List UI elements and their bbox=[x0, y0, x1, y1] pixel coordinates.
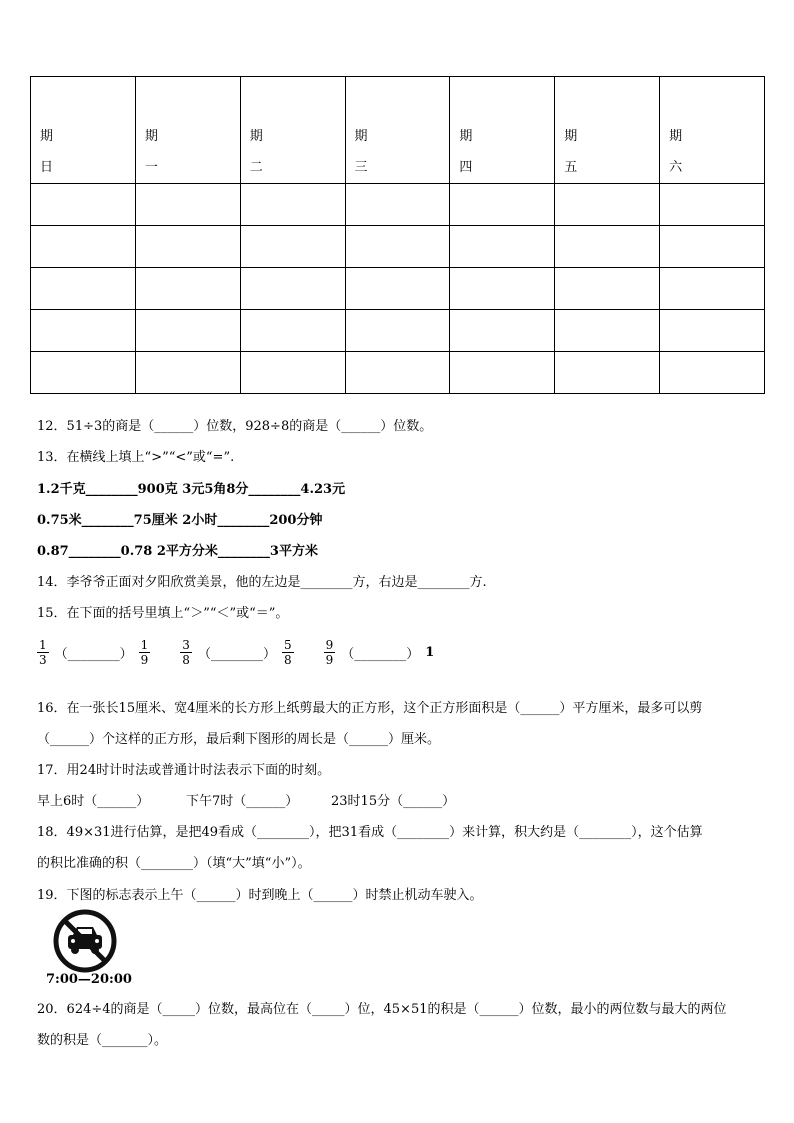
table-cell[interactable] bbox=[555, 226, 660, 268]
table-cell[interactable] bbox=[555, 184, 660, 226]
fraction: $\frac{9}{9}$ bbox=[325, 638, 334, 667]
question-17-item: 下午7时（______） bbox=[186, 794, 299, 809]
table-cell[interactable] bbox=[345, 226, 450, 268]
question-17-item: 23时15分（______） bbox=[331, 794, 456, 809]
table-cell[interactable] bbox=[555, 268, 660, 310]
question-14: 14．李爷爷正面对夕阳欣赏美景，他的左边是________方，右边是________方. bbox=[37, 575, 487, 590]
table-cell[interactable] bbox=[450, 310, 555, 352]
table-cell[interactable] bbox=[31, 310, 136, 352]
question-13-title: 13．在横线上填上“>”“<”或“=”. bbox=[37, 450, 235, 465]
table-cell[interactable] bbox=[345, 184, 450, 226]
table-cell[interactable] bbox=[450, 226, 555, 268]
table-cell[interactable] bbox=[135, 310, 240, 352]
calendar-table bbox=[30, 76, 765, 394]
question-20-line1: 20．624÷4的商是（_____）位数，最高位在（_____）位，45×51的积是（______）位数，最小的两位数与最大的两位 bbox=[37, 1002, 727, 1017]
question-15-title: 15．在下面的括号里填上“＞”“＜”或“＝”。 bbox=[37, 606, 289, 621]
table-cell[interactable] bbox=[555, 310, 660, 352]
table-cell[interactable] bbox=[31, 184, 136, 226]
table-row bbox=[31, 310, 765, 352]
fraction: $\frac{5}{8}$ bbox=[283, 638, 292, 667]
table-cell[interactable] bbox=[660, 310, 765, 352]
question-12: 12．51÷3的商是（______）位数，928÷8的商是（______）位数。 bbox=[37, 419, 433, 434]
table-cell[interactable] bbox=[555, 352, 660, 394]
table-cell[interactable] bbox=[240, 268, 345, 310]
comparison-value: 1 bbox=[425, 645, 435, 660]
table-cell[interactable] bbox=[660, 184, 765, 226]
header-cell: 期 三 bbox=[345, 77, 450, 184]
header-cell: 期 二 bbox=[240, 77, 345, 184]
sign-time-caption: 7:00—20:00 bbox=[46, 972, 132, 987]
table-cell[interactable] bbox=[31, 226, 136, 268]
table-cell[interactable] bbox=[135, 352, 240, 394]
table-row bbox=[31, 352, 765, 394]
question-15-items bbox=[37, 638, 434, 667]
question-13-line: 0.87________0.78 2平方分米________3平方米 bbox=[37, 544, 318, 559]
table-row bbox=[31, 226, 765, 268]
question-16-line2: （______）个这样的正方形，最后剩下图形的周长是（______）厘米。 bbox=[37, 732, 441, 747]
question-13-line: 0.75米________75厘米 2小时________200分钟 bbox=[37, 513, 323, 528]
header-cell: 期 六 bbox=[660, 77, 765, 184]
header-cell: 期 四 bbox=[450, 77, 555, 184]
answer-blank[interactable]: （________） bbox=[341, 647, 420, 662]
table-row bbox=[31, 268, 765, 310]
no-vehicle-sign-icon bbox=[52, 908, 118, 974]
fraction: $\frac{1}{3}$ bbox=[39, 638, 47, 667]
header-cell: 期 五 bbox=[555, 77, 660, 184]
table-cell[interactable] bbox=[450, 352, 555, 394]
question-18-line2: 的积比准确的积（________）（填“大”填“小”）。 bbox=[37, 856, 311, 871]
question-17-title: 17．用24时计时法或普通计时法表示下面的时刻。 bbox=[37, 763, 331, 778]
table-cell[interactable] bbox=[240, 226, 345, 268]
question-16-line1: 16．在一张长15厘米、宽4厘米的长方形上纸剪最大的正方形，这个正方形面积是（______）平方厘米，最多可以剪 bbox=[37, 701, 703, 716]
table-cell[interactable] bbox=[345, 310, 450, 352]
table-cell[interactable] bbox=[240, 184, 345, 226]
table-cell[interactable] bbox=[135, 226, 240, 268]
fraction: $\frac{1}{9}$ bbox=[140, 638, 149, 667]
question-19: 19．下图的标志表示上午（______）时到晚上（______）时禁止机动车驶入。 bbox=[37, 888, 483, 903]
table-cell[interactable] bbox=[345, 352, 450, 394]
table-cell[interactable] bbox=[135, 268, 240, 310]
table-cell[interactable] bbox=[660, 268, 765, 310]
table-cell[interactable] bbox=[240, 352, 345, 394]
table-cell[interactable] bbox=[450, 184, 555, 226]
table-header-row bbox=[31, 77, 765, 184]
answer-blank[interactable]: （________） bbox=[197, 647, 276, 662]
question-17-item: 早上6时（______） bbox=[37, 794, 150, 809]
fraction: $\frac{3}{8}$ bbox=[182, 638, 190, 667]
table-cell[interactable] bbox=[31, 352, 136, 394]
answer-blank[interactable]: （________） bbox=[54, 647, 133, 662]
header-cell: 期 一 bbox=[135, 77, 240, 184]
header-cell: 期 日 bbox=[31, 77, 136, 184]
question-18-line1: 18．49×31进行估算，是把49看成（________），把31看成（________）来计算，积大约是（________），这个估算 bbox=[37, 825, 703, 840]
table-cell[interactable] bbox=[135, 184, 240, 226]
table-cell[interactable] bbox=[31, 268, 136, 310]
table-cell[interactable] bbox=[660, 226, 765, 268]
question-13-line: 1.2千克________900克 3元5角8分________4.23元 bbox=[37, 482, 346, 497]
table-row bbox=[31, 184, 765, 226]
table-cell[interactable] bbox=[660, 352, 765, 394]
question-20-line2: 数的积是（_______）。 bbox=[37, 1033, 168, 1048]
table-cell[interactable] bbox=[240, 310, 345, 352]
table-cell[interactable] bbox=[450, 268, 555, 310]
table-cell[interactable] bbox=[345, 268, 450, 310]
